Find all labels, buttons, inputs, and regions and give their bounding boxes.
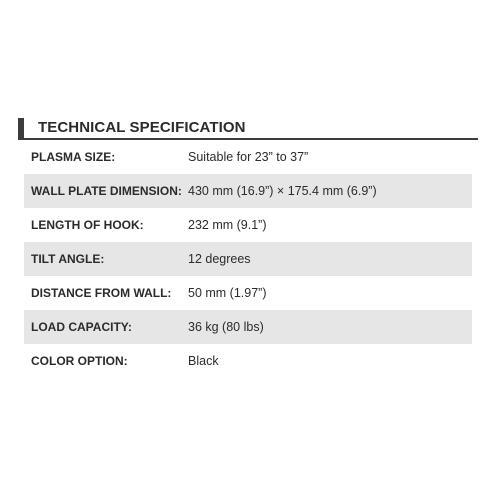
spec-label: TILT ANGLE: <box>31 252 105 266</box>
spec-table <box>24 140 472 378</box>
spec-value: Black <box>188 354 219 368</box>
section-heading <box>18 118 478 140</box>
spec-row-tilt-angle <box>24 242 472 276</box>
spec-value: 12 degrees <box>188 252 251 266</box>
spec-row-length-of-hook <box>24 208 472 242</box>
heading-accent-bar <box>18 118 24 140</box>
section-title: TECHNICAL SPECIFICATION <box>38 119 246 136</box>
spec-value: 430 mm (16.9”) × 175.4 mm (6.9”) <box>188 184 377 198</box>
spec-value: Suitable for 23” to 37” <box>188 150 309 164</box>
spec-label: WALL PLATE DIMENSION: <box>31 184 182 198</box>
spec-label: LENGTH OF HOOK: <box>31 218 144 232</box>
spec-label: LOAD CAPACITY: <box>31 320 132 334</box>
spec-row-plasma-size <box>24 140 472 174</box>
spec-value: 232 mm (9.1”) <box>188 218 267 232</box>
spec-row-load-capacity <box>24 310 472 344</box>
spec-label: DISTANCE FROM WALL: <box>31 286 172 300</box>
spec-label: COLOR OPTION: <box>31 354 128 368</box>
spec-value: 36 kg (80 lbs) <box>188 320 264 334</box>
spec-value: 50 mm (1.97”) <box>188 286 267 300</box>
spec-row-distance-from-wall <box>24 276 472 310</box>
spec-label: PLASMA SIZE: <box>31 150 116 164</box>
spec-row-wall-plate-dimension <box>24 174 472 208</box>
spec-row-color-option <box>24 344 472 378</box>
